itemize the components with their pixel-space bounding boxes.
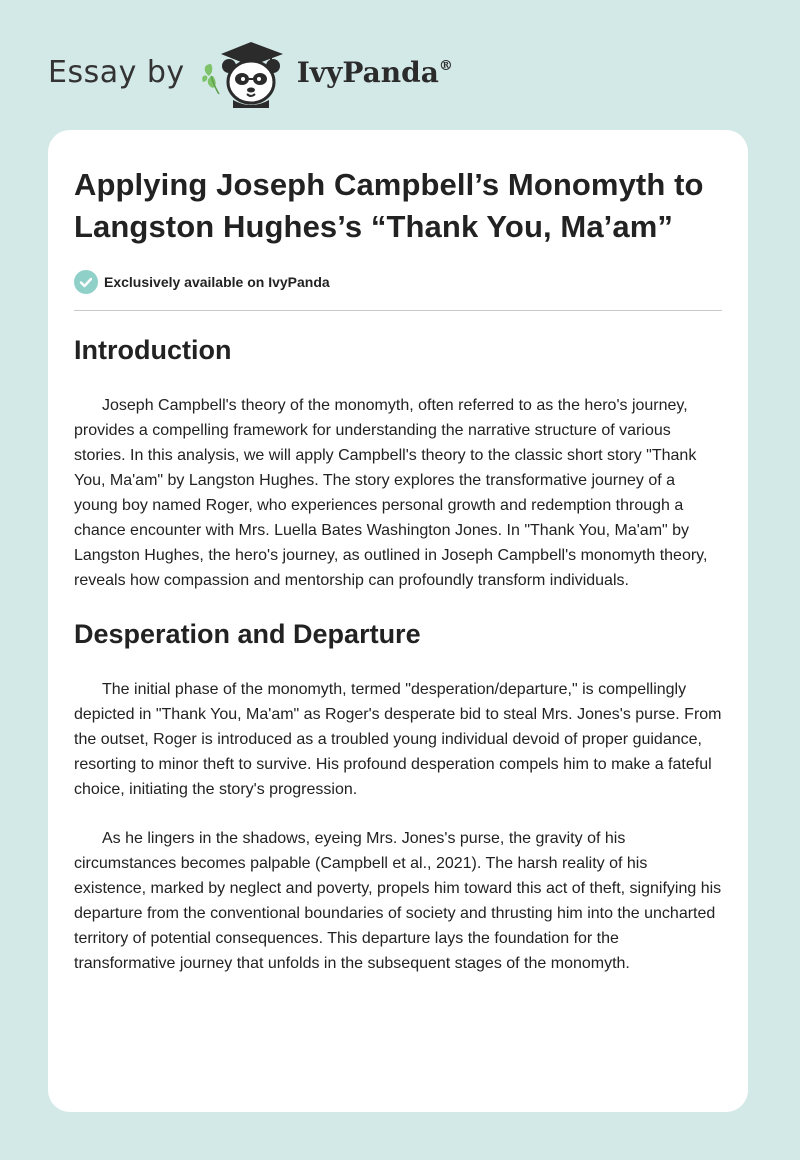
site-header xyxy=(48,36,453,108)
section-introduction xyxy=(74,333,722,593)
paragraph: The initial phase of the monomyth, termed "desperation/departure," is compellingly depicted in "Thank You, Ma'am" as Roger's desperate bid to steal Mrs. Jones's purse. From the outset, Roger is introduced as a troubled young individual devoid of proper guidance, resorting to minor theft to survive. His profound desperation compels him to make a fateful choice, initiating the story's progression. xyxy=(74,681,722,798)
article-card xyxy=(48,130,748,1112)
section-desperation-departure xyxy=(74,617,722,976)
exclusive-label: Exclusively available on IvyPanda xyxy=(104,274,330,290)
panda-logo-icon[interactable] xyxy=(199,36,291,108)
exclusive-badge xyxy=(74,270,722,311)
section-heading: Introduction xyxy=(74,335,232,365)
check-icon xyxy=(74,270,98,294)
paragraph: Joseph Campbell's theory of the monomyth, often referred to as the hero's journey, provides a compelling framework for understanding the narrative structure of various stories. In this analysis, we will apply Campbell's theory to the classic short story "Thank You, Ma'am" by Langston Hughes. The story explores the transformative journey of a young boy named Roger, who experiences personal growth and redemption through a chance encounter with Mrs. Luella Bates Washington Jones. In "Thank You, Ma'am" by Langston Hughes, the hero's journey, as outlined in Joseph Campbell's monomyth theory, reveals how compassion and mentorship can profoundly transform individuals. xyxy=(74,397,708,589)
paragraph: As he lingers in the shadows, eyeing Mrs. Jones's purse, the gravity of his circumstances becomes palpable (Campbell et al., 2021). The harsh reality of his existence, marked by neglect and poverty, propels him toward this act of theft, signifying his departure from the conventional boundaries of society and thrusting him into the uncharted territory of potential consequences. This departure lays the foundation for the transformative journey that unfolds in the subsequent stages of the monomyth. xyxy=(74,830,722,972)
essay-by-label: Essay by xyxy=(48,54,185,90)
ivypanda-brand[interactable]: IvyPanda® xyxy=(296,55,453,89)
ivy-leaf-icon xyxy=(202,64,219,94)
article-title: Applying Joseph Campbell’s Monomyth to Langston Hughes’s “Thank You, Ma’am” xyxy=(74,167,704,244)
section-heading: Desperation and Departure xyxy=(74,619,421,649)
